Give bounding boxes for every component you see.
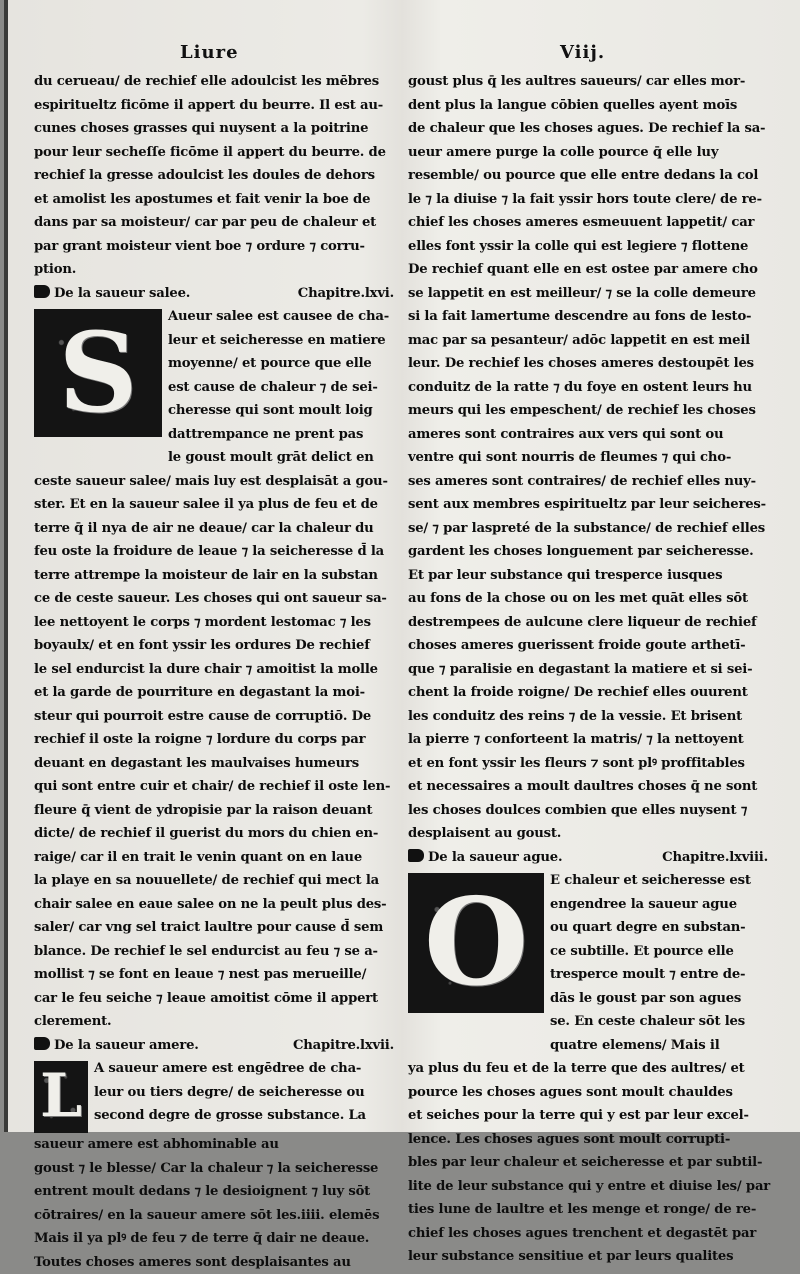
text-line: elles font yssir la colle qui est legiere ⁊ flottene bbox=[408, 235, 768, 259]
text-line: est cause de chaleur ⁊ de sei- bbox=[168, 376, 394, 400]
text-line: le ⁊ la diuise ⁊ la fait yssir hors toute clere/ de re- bbox=[408, 188, 768, 212]
text-line: pource les choses agues sont moult chauldes bbox=[408, 1081, 768, 1105]
text-line: dent plus la langue cōbien quelles ayent moīs bbox=[408, 94, 768, 118]
text-line: chief les choses agues trenchent et degastēt par bbox=[408, 1222, 768, 1246]
book-page bbox=[4, 0, 800, 1132]
text-line: et amolist les apostumes et fait venir la boe de bbox=[34, 188, 394, 212]
chapter-number: Chapitre.lxvii. bbox=[293, 1034, 394, 1058]
text-line: quatre elemens/ Mais il bbox=[550, 1034, 768, 1058]
text-line: lite de leur substance qui y entre et diuise les/ par bbox=[408, 1175, 768, 1199]
text-line: lee nettoyent le corps ⁊ mordent lestomac ⁊ les bbox=[34, 611, 394, 635]
running-head-right: Viij. bbox=[560, 42, 605, 63]
text-line: au fons de la chose ou on les met quāt elles sōt bbox=[408, 587, 768, 611]
chapter-heading-ague bbox=[408, 846, 768, 870]
text-line: ster. Et en la saueur salee il ya plus de feu et de bbox=[34, 493, 394, 517]
left-text-block-3 bbox=[34, 1133, 394, 1274]
text-line: si la fait lamertume descendre au fons de lesto- bbox=[408, 305, 768, 329]
text-beside-initial bbox=[550, 869, 768, 1057]
text-line: E chaleur et seicheresse est bbox=[550, 869, 768, 893]
text-line: mac par sa pesanteur/ adōc lappetit en est meil bbox=[408, 329, 768, 353]
text-line: meurs qui les empeschent/ de rechief les choses bbox=[408, 399, 768, 423]
text-line: raige/ car il en trait le venin quant on en laue bbox=[34, 846, 394, 870]
right-text-block-1 bbox=[408, 70, 768, 846]
decorated-initial-s: S bbox=[34, 309, 162, 437]
pilcrow-icon bbox=[34, 285, 50, 298]
text-line: ueur amere purge la colle pource q̄ elle luy bbox=[408, 141, 768, 165]
text-line: resemble/ ou pource que elle entre dedans la col bbox=[408, 164, 768, 188]
left-text-block-2 bbox=[34, 470, 394, 1034]
text-line: goust plus q̄ les aultres saueurs/ car elles mor- bbox=[408, 70, 768, 94]
text-line: desplaisent au goust. bbox=[408, 822, 768, 846]
page-gutter-edge bbox=[4, 0, 8, 1132]
text-line: se lappetit en est meilleur/ ⁊ se la colle demeure bbox=[408, 282, 768, 306]
text-line: pour leur secheſſe ficōme il appert du beurre. de bbox=[34, 141, 394, 165]
text-line: rechief il oste la roigne ⁊ lordure du corps par bbox=[34, 728, 394, 752]
running-head-left: Liure bbox=[180, 42, 239, 63]
text-line: ou quart degre en substan- bbox=[550, 916, 768, 940]
text-line: gardent les choses longuement par seicheresse. bbox=[408, 540, 768, 564]
text-line: Mais il ya plꝰ de feu ⁊ de terre q̄ dair ne deaue. bbox=[34, 1227, 394, 1251]
text-line: saueur amere est abhominable au bbox=[34, 1133, 394, 1157]
left-column bbox=[34, 70, 394, 1274]
pilcrow-icon bbox=[408, 849, 424, 862]
text-line: et seiches pour la terre qui y est par leur excel- bbox=[408, 1104, 768, 1128]
chapter-number: Chapitre.lxvi. bbox=[298, 282, 394, 306]
pilcrow-icon bbox=[34, 1037, 50, 1050]
text-line: leur et seicheresse en matiere bbox=[168, 329, 394, 353]
text-line: dās le goust par son agues bbox=[550, 987, 768, 1011]
text-line: se. En ceste chaleur sōt les bbox=[550, 1010, 768, 1034]
text-line: par grant moisteur vient boe ⁊ ordure ⁊ corru- bbox=[34, 235, 394, 259]
text-line: qui sont entre cuir et chair/ de rechief il oste len- bbox=[34, 775, 394, 799]
text-line: terre q̄ il nya de air ne deaue/ car la chaleur du bbox=[34, 517, 394, 541]
chapter-title: De la saueur ague. bbox=[428, 850, 562, 865]
text-line: se/ ⁊ par laspreté de la substance/ de rechief elles bbox=[408, 517, 768, 541]
text-line: ties lune de laultre et les menge et ronge/ de re- bbox=[408, 1198, 768, 1222]
text-line: les conduitz des reins ⁊ de la vessie. Et brisent bbox=[408, 705, 768, 729]
text-line: et la garde de pourriture en degastant la moi- bbox=[34, 681, 394, 705]
text-line: leur ou tiers degre/ de seicheresse ou bbox=[94, 1081, 394, 1105]
text-line: clerement. bbox=[34, 1010, 394, 1034]
text-line: et necessaires a moult daultres choses q̄ ne sont bbox=[408, 775, 768, 799]
text-beside-initial bbox=[94, 1057, 394, 1133]
text-line: conduitz de la ratte ⁊ du foye en ostent leurs hu bbox=[408, 376, 768, 400]
text-line: leur substance sensitiue et par leurs qualites bbox=[408, 1245, 768, 1269]
text-line: du cerueau/ de rechief elle adoulcist les mēbres bbox=[34, 70, 394, 94]
text-line: ce de ceste saueur. Les choses qui ont saueur sa- bbox=[34, 587, 394, 611]
text-line: bles par leur chaleur et seicheresse et par subtil- bbox=[408, 1151, 768, 1175]
text-line: blance. De rechief le sel endurcist au feu ⁊ se a- bbox=[34, 940, 394, 964]
text-line: second degre de grosse substance. La bbox=[94, 1104, 394, 1128]
right-column bbox=[408, 70, 768, 1269]
text-line: steur qui pourroit estre cause de corruptiō. De bbox=[34, 705, 394, 729]
text-line: que ⁊ paralisie en degastant la matiere et si sei- bbox=[408, 658, 768, 682]
text-line: tresperce moult ⁊ entre de- bbox=[550, 963, 768, 987]
text-beside-initial bbox=[168, 305, 394, 470]
text-line: entrent moult dedans ⁊ le desioignent ⁊ luy sōt bbox=[34, 1180, 394, 1204]
text-line: saler/ car vng sel traict laultre pour cause d̄ sem bbox=[34, 916, 394, 940]
text-line: de chaleur que les choses agues. De rechief la sa- bbox=[408, 117, 768, 141]
text-line: mollist ⁊ se font en leaue ⁊ nest pas merueille/ bbox=[34, 963, 394, 987]
initial-paragraph-salee bbox=[34, 305, 394, 470]
chapter-title: De la saueur amere. bbox=[54, 1038, 199, 1053]
text-line: boyaulx/ et en font yssir les ordures De rechief bbox=[34, 634, 394, 658]
chapter-heading-amere bbox=[34, 1034, 394, 1058]
text-line: chair salee en eaue salee on ne la peult plus des- bbox=[34, 893, 394, 917]
text-line: A saueur amere est engēdree de cha- bbox=[94, 1057, 394, 1081]
initial-paragraph-ague bbox=[408, 869, 768, 1057]
text-line: Aueur salee est causee de cha- bbox=[168, 305, 394, 329]
text-line: rechief la gresse adoulcist les doules de dehors bbox=[34, 164, 394, 188]
text-line: moyenne/ et pource que elle bbox=[168, 352, 394, 376]
initial-paragraph-amere bbox=[34, 1057, 394, 1133]
right-text-block-2 bbox=[408, 1057, 768, 1269]
decorated-initial-l: L bbox=[34, 1061, 88, 1133]
text-line: choses ameres guerissent froide goute arthetī- bbox=[408, 634, 768, 658]
chapter-title: De la saueur salee. bbox=[54, 286, 190, 301]
text-line: terre attrempe la moisteur de lair en la substan bbox=[34, 564, 394, 588]
text-line: Toutes choses ameres sont desplaisantes au bbox=[34, 1251, 394, 1274]
text-line: espiritueltz ficōme il appert du beurre. Il est au- bbox=[34, 94, 394, 118]
text-line: la pierre ⁊ conforteent la matris/ ⁊ la nettoyent bbox=[408, 728, 768, 752]
text-line: le sel endurcist la dure chair ⁊ amoitist la molle bbox=[34, 658, 394, 682]
text-line: Et par leur substance qui tresperce iusques bbox=[408, 564, 768, 588]
left-text-block-1 bbox=[34, 70, 394, 282]
text-line: ameres sont contraires aux vers qui sont ou bbox=[408, 423, 768, 447]
text-line: fleure q̄ vient de ydropisie par la raison deuant bbox=[34, 799, 394, 823]
text-line: ce subtille. Et pource elle bbox=[550, 940, 768, 964]
chapter-heading-salee bbox=[34, 282, 394, 306]
chapter-number: Chapitre.lxviii. bbox=[662, 846, 768, 870]
text-line: les choses doulces combien que elles nuysent ⁊ bbox=[408, 799, 768, 823]
text-line: lence. Les choses agues sont moult corrupti- bbox=[408, 1128, 768, 1152]
text-line: ption. bbox=[34, 258, 394, 282]
text-line: leur. De rechief les choses ameres destoupēt les bbox=[408, 352, 768, 376]
text-line: goust ⁊ le blesse/ Car la chaleur ⁊ la seicheresse bbox=[34, 1157, 394, 1181]
text-line: deuant en degastant les maulvaises humeurs bbox=[34, 752, 394, 776]
text-line: cheresse qui sont moult loig bbox=[168, 399, 394, 423]
text-line: le goust moult grāt delict en bbox=[168, 446, 394, 470]
text-line: la playe en sa nouuellete/ de rechief qui mect la bbox=[34, 869, 394, 893]
text-line: destrempees de aulcune clere liqueur de rechief bbox=[408, 611, 768, 635]
text-line: sent aux membres espiritueltz par leur seicheres- bbox=[408, 493, 768, 517]
text-line: ventre qui sont nourris de fleumes ⁊ qui cho- bbox=[408, 446, 768, 470]
text-line: car le feu seiche ⁊ leaue amoitist cōme il appert bbox=[34, 987, 394, 1011]
text-line: chief les choses ameres esmeuuent lappetit/ car bbox=[408, 211, 768, 235]
text-line: dans par sa moisteur/ car par peu de chaleur et bbox=[34, 211, 394, 235]
text-line: cunes choses grasses qui nuysent a la poitrine bbox=[34, 117, 394, 141]
text-line: De rechief quant elle en est ostee par amere cho bbox=[408, 258, 768, 282]
text-line: et en font yssir les fleurs ⁊ sont plꝰ proffitables bbox=[408, 752, 768, 776]
text-line: ya plus du feu et de la terre que des aultres/ et bbox=[408, 1057, 768, 1081]
text-line: chent la froide roigne/ De rechief elles ouurent bbox=[408, 681, 768, 705]
text-line: ceste saueur salee/ mais luy est desplaisāt a gou- bbox=[34, 470, 394, 494]
text-line: ses ameres sont contraires/ de rechief elles nuy- bbox=[408, 470, 768, 494]
text-line: feu oste la froidure de leaue ⁊ la seicheresse d̄ la bbox=[34, 540, 394, 564]
text-line: cōtraires/ en la saueur amere sōt les.iiii. elemēs bbox=[34, 1204, 394, 1228]
text-line: dattrempance ne prent pas bbox=[168, 423, 394, 447]
text-line: engendree la saueur ague bbox=[550, 893, 768, 917]
decorated-initial-o: O bbox=[408, 873, 544, 1013]
text-line: dicte/ de rechief il guerist du mors du chien en- bbox=[34, 822, 394, 846]
